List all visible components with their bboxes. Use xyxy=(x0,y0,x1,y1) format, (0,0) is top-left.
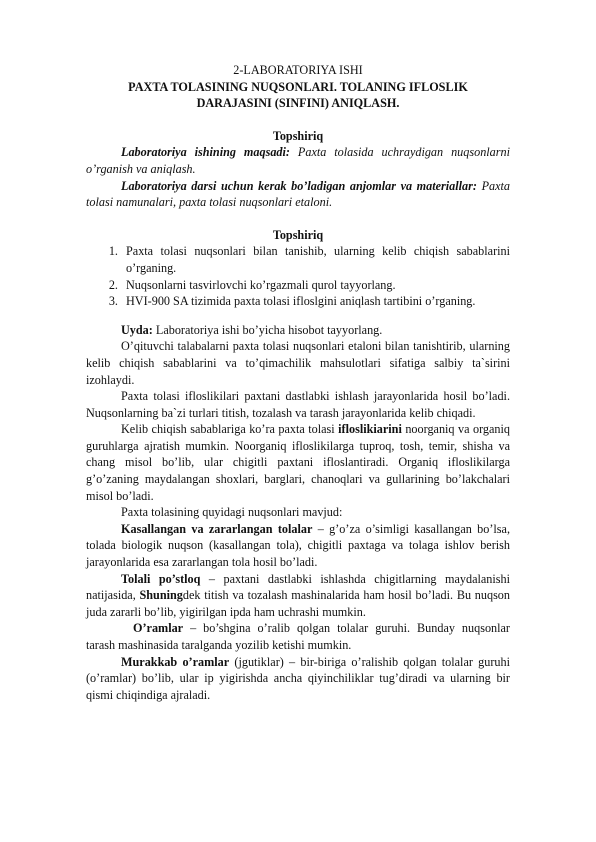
paragraph xyxy=(86,620,510,653)
paragraph: O’qituvchi talabalarni paxta tolasi nuqsonlari etaloni bilan tanishtirib, ularning kelib chiqish sabablarini va to’qimachilik mahsulotlari sifatiga salbiy ta`sirini izohlaydi. xyxy=(86,339,510,387)
homework-text: Laboratoriya ishi bo’yicha hisobot tayyorlang. xyxy=(152,322,383,337)
list-item: 2. Nuqsonlarni tasvirlovchi ko’rgazmali qurol tayyorlang. xyxy=(121,277,510,294)
goal-text: Paxta tolasida uchraydigan nuqsonlarni o’rganish va aniqlash. xyxy=(86,145,510,176)
paragraph-text: Kelib chiqish sabablariga ko’ra paxta tolasi xyxy=(121,422,339,437)
goal-paragraph xyxy=(86,144,510,177)
materials-text: Paxta tolasi namunalari, paxta tolasi nuqsonlari etaloni. xyxy=(86,178,510,210)
paragraph-text: noorganiq va organiq guruhlarga ajratish mumkin. Noorganiq ifloslikilarga tuproq, tosh, temir, shisha va chang misol bo’lib, ular chigitli paxtani ifloslantiradi. Organiq ifloslikilarga g’o’zaning maydalangan shoxlari, barglari, chanoqlari va gullarining bo’lakchalari misol bo’ladi. xyxy=(86,422,510,503)
paragraph xyxy=(86,521,510,571)
term-oramlar: O’ramlar xyxy=(133,621,184,636)
document-page xyxy=(86,62,510,703)
paragraph: Paxta tolasining quyidagi nuqsonlari mavjud: xyxy=(121,505,343,520)
paragraph xyxy=(86,421,510,504)
goal-label: Laboratoriya ishining maqsadi: xyxy=(121,145,290,160)
list-item: 3. HVI-900 SA tizimida paxta tolasi ifloslgini aniqlash tartibini o’rganing. xyxy=(121,293,510,310)
paragraph-text: – g’o’za o’simligi kasallangan bo’lsa, tolada biologik nuqson (kasallangan tola), chigitli paxtaga va tolaga ishlov berish jarayonlarida esa zararlangan tola hosil bo’ladi. xyxy=(86,521,510,570)
paragraph-text: – paxtani dastlabki ishlashda chigitlarning maydalanishi natijasida, xyxy=(86,571,510,603)
materials-label: Laboratoriya darsi uchun kerak bo’ladigan anjomlar va materiallar: xyxy=(121,178,477,193)
section-heading-1: Topshiriq xyxy=(272,128,324,143)
term-tolali-postloq: Tolali po’stloq xyxy=(121,571,201,586)
paragraph-text: dek titish va tozalash mashinalarida ham hosil bo’ladi. Bu nuqson juda zararli bo’lib, yigirilgan ipda ham uchrashi mumkin. xyxy=(86,588,510,619)
homework-paragraph xyxy=(86,322,510,339)
term-murakkab-oramlar: Murakkab o’ramlar xyxy=(121,654,230,669)
paragraph-text: (jgutiklar) – bir-biriga o’ralishib qolgan tolalar guruhi (o’ramlar) bo’lib, ular ip yigirishda ancha qiyinchiliklar tug’diradi va ularning bir qismi chiqindiga ajraladi. xyxy=(86,654,510,702)
homework-label: Uyda: xyxy=(121,322,153,337)
materials-paragraph xyxy=(86,178,510,211)
paragraph-text: – bo’shgina o’ralib qolgan tolalar guruhi. Bunday nuqsonlar tarash mashinasida taralganda yozilib ketishi mumkin. xyxy=(86,621,510,652)
term-ifloslikiarini: ifloslikiarini xyxy=(338,422,402,437)
lab-number: 2-LABORATORIYA ISHI xyxy=(233,63,363,77)
paragraph: Paxta tolasi ifloslikilari paxtani dastlabki ishlash jarayonlarida hosil bo’ladi. Nuqsonlarning ba`zi turlari titish, tozalash va tarash jarayonlarida kelib chiqadi. xyxy=(86,389,510,420)
task-list xyxy=(86,243,510,309)
list-item: 1. Paxta tolasi nuqsonlari bilan tanishib, ularning kelib chiqish sabablarini o’rganing. xyxy=(121,243,510,276)
title-line-1: PAXTA TOLASINING NUQSONLARI. TOLANING IFLOSLIK xyxy=(128,79,468,94)
term-shuning: Shuning xyxy=(139,588,183,603)
paragraph xyxy=(86,654,510,704)
section-heading-2: Topshiriq xyxy=(272,227,324,242)
paragraph xyxy=(86,571,510,621)
term-kasallangan: Kasallangan va zararlangan tolalar xyxy=(121,521,313,536)
title-line-2: DARAJASINI (SINFINI) ANIQLASH. xyxy=(196,96,400,111)
